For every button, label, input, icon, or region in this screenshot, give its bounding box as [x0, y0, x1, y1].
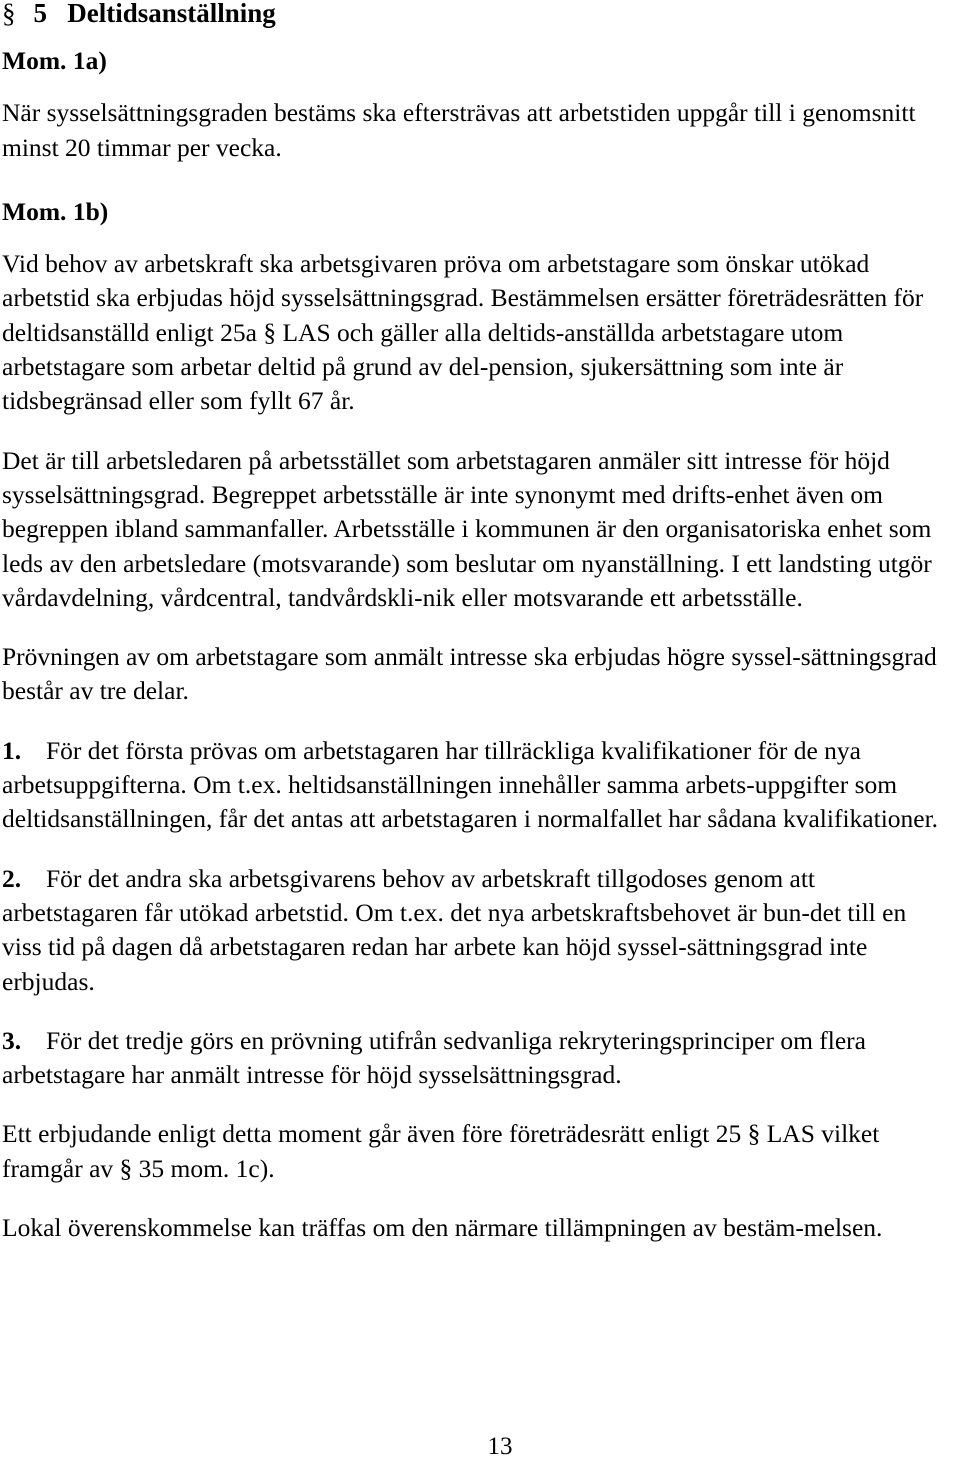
section-heading [2, 0, 276, 29]
page-number: 13 [487, 1433, 513, 1460]
mom-1b-label: Mom. [2, 196, 67, 226]
mom-1b-number: 1b) [72, 196, 109, 226]
list-item-2-number: 2. [2, 863, 22, 893]
closing-paragraph-1: Ett erbjudande enligt detta moment går även före företrädesrätt enligt 25 § LAS vilket framgår av § 35 mom. 1c). [2, 1119, 880, 1183]
list-item-3-text: För det tredje görs en prövning utifrån sedvanliga rekryteringsprinciper om flera arbetstagare har anmält intresse för höjd sysselsättningsgrad. [2, 1025, 866, 1090]
list-item-3 [2, 1024, 950, 1093]
mom-1b-paragraph-1: Vid behov av arbetskraft ska arbetsgivaren pröva om arbetstagare som önskar utökad arbetstid ska erbjudas höjd sysselsättningsgrad. Bestämmelsen ersätter företrädesrätten för deltidsanställd enligt 25a § LAS och gäller alla deltids-anställda arbetstagare utom arbetstagare som arbetar deltid på grund av del-pension, sjukersättning som inte är tidsbegränsad eller som fyllt 67 år. [2, 249, 924, 416]
list-item-2-text: För det andra ska arbetsgivarens behov av arbetskraft tillgodoses genom att arbetstagaren får utökad arbetstid. Om t.ex. det nya arbetskraftsbehovet är bun-det till en viss tid på dagen då arbetstagaren redan har arbete kan höjd syssel-sättningsgrad inte erbjudas. [2, 863, 907, 996]
section-number: 5 [33, 0, 47, 28]
list-item-1-number: 1. [2, 735, 22, 765]
list-item-3-number: 3. [2, 1025, 22, 1055]
list-item-1-text: För det första prövas om arbetstagaren har tillräckliga kvalifikationer för de nya arbetsuppgifterna. Om t.ex. heltidsanställningen innehåller samma arbets-uppgifter som deltidsanställningen, får det antas att arbetstagaren i normalfallet har sådana kvalifikationer. [2, 735, 939, 834]
mom-1b-paragraph-3: Prövningen av om arbetstagare som anmält intresse ska erbjudas högre syssel-sättningsgrad består av tre delar. [2, 642, 937, 706]
closing-paragraph-2: Lokal överenskommelse kan träffas om den närmare tillämpningen av bestäm-melsen. [2, 1213, 883, 1243]
list-item-1 [2, 734, 950, 837]
section-symbol: § [2, 0, 16, 28]
mom-1b-paragraph-2: Det är till arbetsledaren på arbetsstället som arbetstagaren anmäler sitt intresse för höjd sysselsättningsgrad. Begreppet arbetsställe är inte synonymt med drifts-enhet även om begreppen ibland sammanfaller. Arbetsställe i kommunen är den organisatoriska enhet som leds av den arbetsledare (motsvarande) som beslutar om nyanställning. I ett landsting utgör vårdavdelning, vårdcentral, tandvårdskli-nik eller motsvarande ett arbetsställe. [2, 445, 932, 612]
section-title: Deltidsanställning [67, 0, 276, 28]
mom-1b-heading [2, 195, 950, 229]
list-item-2 [2, 862, 950, 999]
mom-1a-text: När sysselsättningsgraden bestäms ska eftersträvas att arbetstiden uppgår till i genomsnitt minst 20 timmar per vecka. [2, 98, 916, 162]
mom-1a-heading [2, 44, 950, 78]
mom-1a-label: Mom. [2, 46, 67, 75]
mom-1a-number: 1a) [72, 46, 107, 75]
document-body [2, 44, 950, 1245]
